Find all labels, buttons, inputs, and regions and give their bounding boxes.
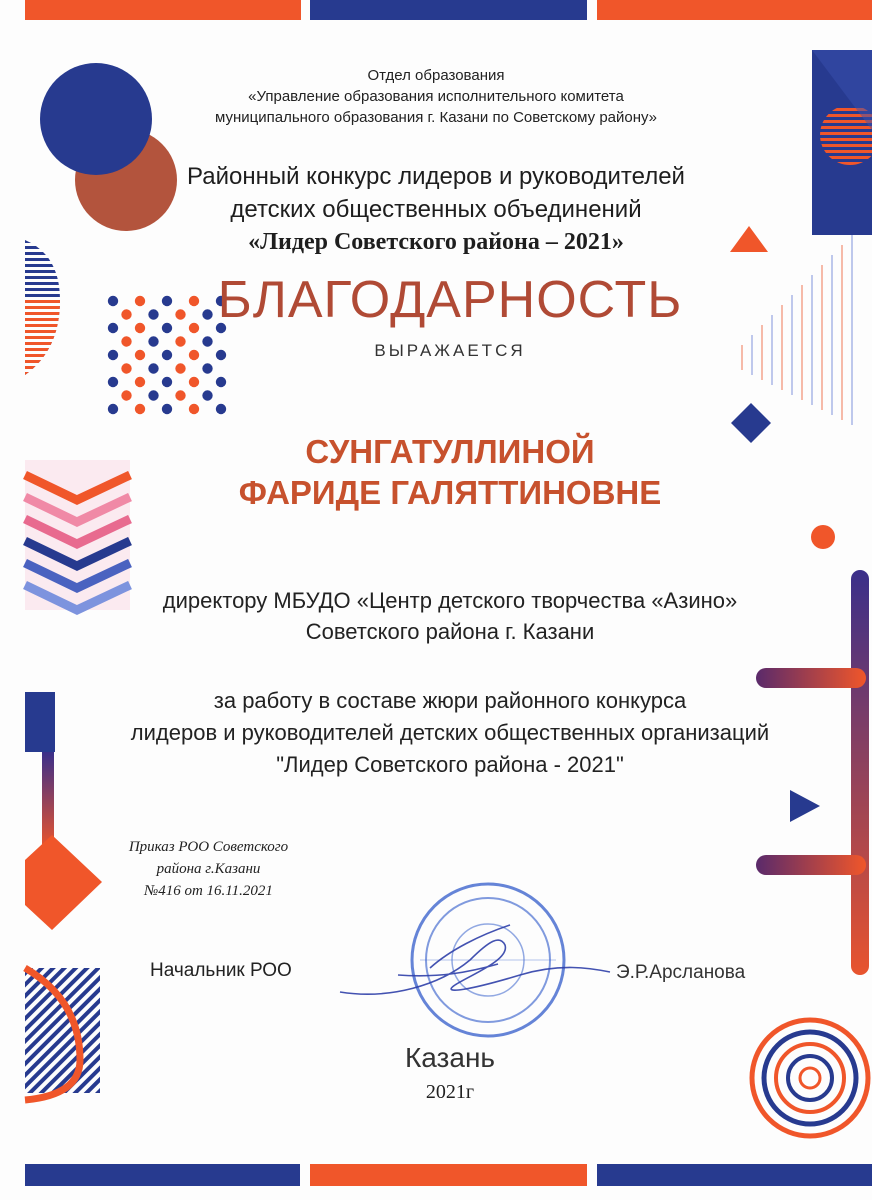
- recipient-name: [0, 431, 872, 513]
- position-line-2: Советского района г. Казани: [305, 619, 595, 644]
- concentric-circles: [752, 1020, 868, 1136]
- grid-dot: [135, 404, 145, 414]
- signatory-name: Э.Р.Арсланова: [616, 962, 746, 983]
- official-stamp: [412, 884, 564, 1036]
- award-reason: [0, 685, 872, 781]
- grid-dot: [175, 363, 185, 373]
- order-reference: [116, 836, 301, 902]
- grid-dot: [189, 377, 199, 387]
- recipient-surname: СУНГАТУЛЛИНОЙ: [305, 433, 595, 470]
- grid-dot: [162, 404, 172, 414]
- grid-dot: [121, 390, 131, 400]
- org-line-1: Отдел образования: [367, 67, 505, 84]
- organization-header: [0, 65, 872, 128]
- contest-line-2: детских общественных объединений: [230, 196, 642, 223]
- grid-dot: [162, 377, 172, 387]
- position-line-1: директору МБУДО «Центр детского творчества «Азино»: [162, 588, 738, 613]
- grid-dot: [216, 377, 226, 387]
- page-subtitle: ВЫРАЖАЕТСЯ: [374, 341, 526, 360]
- city-label: Казань: [404, 1042, 496, 1073]
- year-label: 2021г: [425, 1081, 475, 1103]
- grid-dot: [108, 404, 118, 414]
- contest-line-1: Районный конкурс лидеров и руководителей: [187, 163, 685, 190]
- page-title: БЛАГОДАРНОСТЬ: [217, 271, 683, 329]
- right-thin-lines: [742, 235, 852, 425]
- grid-dot: [148, 363, 158, 373]
- order-line-1: Приказ РОО Советского: [128, 839, 289, 855]
- grid-dot: [202, 390, 212, 400]
- reason-line-2: лидеров и руководителей детских общественных организаций: [130, 720, 770, 745]
- bottom-color-bar: [25, 1164, 872, 1186]
- contest-line-3: «Лидер Советского района – 2021»: [248, 229, 624, 255]
- contest-title: [0, 160, 872, 259]
- grid-dot: [148, 390, 158, 400]
- grid-dot: [108, 377, 118, 387]
- grid-dot: [135, 377, 145, 387]
- grid-dot: [121, 363, 131, 373]
- grid-dot: [175, 390, 185, 400]
- order-line-3: №416 от 16.11.2021: [144, 883, 273, 899]
- signatory-role: Начальник РОО: [150, 960, 292, 981]
- grid-dot: [216, 404, 226, 414]
- grid-dot: [202, 363, 212, 373]
- org-line-2: «Управление образования исполнительного комитета: [248, 88, 624, 105]
- order-line-2: района г.Казани: [156, 861, 261, 877]
- top-color-bar: [25, 0, 872, 20]
- org-line-3: муниципального образования г. Казани по Советскому району»: [214, 109, 658, 126]
- recipient-position: [0, 585, 872, 647]
- reason-line-3: "Лидер Советского района - 2021": [276, 752, 624, 777]
- grid-dot: [189, 404, 199, 414]
- orange-dot: [811, 525, 835, 549]
- recipient-given-name: ФАРИДЕ ГАЛЯТТИНОВНЕ: [238, 474, 662, 511]
- reason-line-1: за работу в составе жюри районного конкурса: [213, 688, 687, 713]
